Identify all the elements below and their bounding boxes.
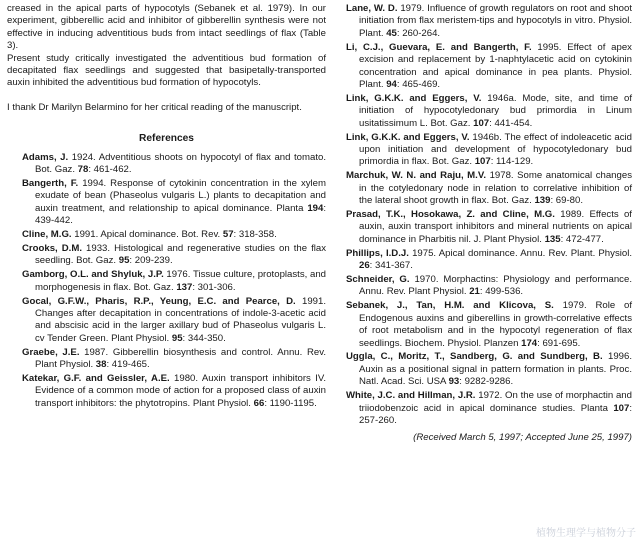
reference-authors: Marchuk, W. N. and Raju, M.V.: [346, 170, 487, 182]
reference-text: 1975. Apical dominance. Annu. Rev. Plant. Physiol.: [408, 247, 633, 259]
reference-pages: : 499-536.: [479, 286, 524, 298]
reference-volume: 45: [386, 27, 397, 39]
reference-volume: 107: [473, 117, 490, 129]
reference-pages: : 114-129.: [490, 156, 534, 168]
reference-authors: Uggla, C., Moritz, T., Sandberg, G. and Sundberg, B.: [346, 351, 603, 363]
reference-pages: : 691-695.: [537, 337, 581, 349]
reference-authors: Graebe, J.E.: [22, 346, 80, 358]
reference-entry: [346, 3, 632, 40]
acknowledgement: I thank Dr Marilyn Belarmino for her critical reading of the manuscript.: [7, 101, 302, 113]
reference-authors: Link, G.K.K. and Eggers, V.: [346, 131, 470, 143]
reference-entry: [7, 269, 326, 294]
reference-volume: 107: [613, 402, 630, 414]
reference-pages: : 209-239.: [129, 255, 173, 267]
reference-volume: 78: [77, 164, 89, 176]
reference-pages: : 260-264.: [396, 27, 441, 39]
reference-pages: : 69-80.: [550, 195, 584, 207]
reference-authors: Sebanek, J., Tan, H.M. and Klicova, S.: [346, 300, 554, 312]
reference-volume: 57: [222, 229, 234, 241]
reference-authors: Gocal, G.F.W., Pharis, R.P., Yeung, E.C. and Pearce, D.: [22, 295, 296, 307]
reference-authors: Crooks, D.M.: [22, 243, 83, 254]
reference-volume: 135: [544, 233, 561, 245]
reference-entry: [7, 296, 326, 346]
reference-text: 1979. Influence of growth regulators on root and shoot initiation from flax meristem-tips and hypocotyls in vitro. Physiol. Plant.: [359, 3, 632, 39]
reference-pages: : 465-469.: [396, 78, 441, 90]
reference-volume: 194: [307, 202, 324, 214]
reference-text: 1978. Some anatomical changes in the cotyledonary node in relation to correlative inhibition of the lateral shoot growth in flax. Bot. Gaz.: [359, 170, 632, 207]
left-column: [7, 3, 326, 412]
reference-pages: : 318-358.: [233, 229, 277, 241]
reference-entry: [346, 42, 632, 92]
reference-entry: [7, 178, 326, 228]
reference-volume: 174: [521, 337, 538, 349]
reference-text: 1970. Morphactins: Physiology and performance. Annu. Rev. Plant Physiol.: [359, 274, 632, 298]
reference-pages: : 301-306.: [192, 281, 236, 293]
reference-authors: Li, C.J., Guevara, E. and Bangerth, F.: [346, 41, 532, 53]
reference-text: 1933. Histological and regenerative studies on the flax seedling. Bot. Gaz.: [35, 243, 327, 267]
reference-volume: 66: [253, 397, 265, 409]
reference-text: 1946a. Mode, site, and time of initiation of hypocotyledonary bud primordia in Linum usitatissimum L. Bot. Gaz.: [359, 92, 632, 129]
reference-entry: [7, 347, 326, 372]
reference-authors: Lane, W. D.: [346, 3, 398, 14]
reference-authors: Adams, J.: [22, 151, 69, 163]
reference-authors: Phillips, I.D.J.: [346, 247, 409, 259]
reference-pages: : 344-350.: [182, 332, 226, 344]
reference-entry: [346, 300, 632, 350]
reference-authors: Schneider, G.: [346, 274, 410, 286]
reference-entry: [346, 351, 632, 388]
reference-entry: [346, 170, 632, 207]
reference-authors: Cline, M.G.: [22, 229, 72, 241]
reference-entry: [346, 248, 632, 273]
reference-text: 1972. On the use of morphactin and triiodobenzoic acid in apical dominance studies. Planta: [359, 390, 632, 414]
reference-volume: 137: [176, 281, 193, 293]
reference-volume: 107: [474, 156, 491, 168]
reference-authors: White, J.C. and Hillman, J.R.: [346, 390, 476, 402]
reference-volume: 95: [118, 255, 130, 267]
reference-text: 1946b. The effect of indoleacetic acid upon initiation and development of hypocotyledonary bud primordia in flax. Bot. Gaz.: [359, 131, 632, 168]
reference-entry: [7, 243, 326, 268]
reference-list-right: [346, 3, 632, 427]
reference-pages: : 441-454.: [489, 117, 533, 129]
reference-authors: Katekar, G.F. and Geissler, A.E.: [22, 373, 170, 385]
received-accepted-dates: (Received March 5, 1997; Accepted June 25, 1997): [413, 432, 632, 444]
reference-entry: [7, 373, 326, 410]
reference-pages: : 472-477.: [560, 233, 604, 245]
body-paragraph-2: Present study critically investigated the adventitious bud formation of decapitated flax seedlings and suggested that basipetally-transported auxin inhibited the adventitious bud formation of hypocotyls.: [7, 52, 326, 89]
reference-authors: Link, G.K.K. and Eggers, V.: [346, 92, 482, 104]
reference-entry: [346, 93, 632, 130]
reference-text: 1979. Role of Endogenous auxins and giberellins in growth-correlative effects of root metabolism and in the hypocotyl regeneration of flax seedlings. Biochem. Physiol. Planzen: [359, 300, 632, 349]
reference-list-left: [7, 152, 326, 411]
reference-text: 1991. Changes after decapitation in concentrations of indole-3-acetic acid and abscisic acid in the larger axillary bud of Phaseolus vulgaris L. cv Tender Green. Plant Physiol.: [35, 295, 326, 344]
reference-pages: : 439-442.: [35, 202, 326, 227]
reference-volume: 93: [448, 376, 460, 388]
reference-text: 1980. Auxin transport inhibitors IV. Evidence of a common mode of action for a proposed class of auxin transport inhibitors: the phytotropins. Plant Physiol.: [35, 373, 327, 409]
reference-pages: : 419-465.: [106, 359, 150, 371]
body-paragraph-1: creased in the apical parts of hypocotyls (Sebanek et al. 1979). In our experiment, gibberellic acid and inhibitor of gibberellin synthesis were not effective in inducing adventitious buds from intact seedlings of flax (Table 3).: [7, 3, 326, 52]
reference-pages: : 461-462.: [88, 164, 132, 176]
reference-text: 1989. Effects of auxin, auxin transport inhibitors and mineral nutrients on apical dominance in Pharbitis nil. J. Plant Physiol.: [359, 209, 632, 245]
reference-pages: : 1190-1195.: [264, 397, 317, 409]
references-heading: References: [139, 133, 194, 145]
reference-entry: [346, 209, 632, 246]
reference-pages: : 341-367.: [369, 260, 413, 272]
reference-volume: 26: [359, 260, 370, 272]
reference-authors: Bangerth, F.: [22, 177, 79, 189]
reference-volume: 94: [386, 78, 397, 90]
reference-pages: : 257-260.: [359, 402, 632, 426]
reference-volume: 21: [469, 286, 480, 298]
reference-text: 1987. Gibberellin biosynthesis and control. Annu. Rev. Plant Physiol.: [35, 346, 326, 371]
reference-volume: 38: [95, 359, 107, 371]
reference-text: 1991. Apical dominance. Bot. Rev.: [71, 229, 223, 241]
reference-authors: Prasad, T.K., Hosokawa, Z. and Cline, M.G.: [346, 209, 555, 220]
reference-entry: [346, 274, 632, 299]
reference-text: 1996. Auxin as a positional signal in pattern formation in plants. Proc. Natl. Acad. Sci. USA: [359, 351, 632, 388]
reference-volume: 139: [534, 195, 551, 207]
reference-text: 1976. Tissue culture, protoplasts, and morphogenesis in flax. Bot. Gaz.: [35, 269, 326, 293]
reference-entry: [7, 229, 326, 241]
watermark: 植物生理学与植物分子: [536, 527, 636, 539]
reference-text: 1995. Effect of apex excision and replacement by 1-naphtylacetic acid on cytokinin concentration and apical dominance in pea plants. Physiol. Plant.: [359, 41, 632, 90]
right-column: [346, 3, 632, 445]
reference-entry: [346, 132, 632, 169]
reference-text: 1994. Response of cytokinin concentration in the xylem exudate of bean (Phaseolus vulgaris L.) plants to decapitation and auxin treatment, and relationship to apical dominance. Planta: [35, 177, 326, 214]
reference-authors: Gamborg, O.L. and Shyluk, J.P.: [22, 269, 164, 281]
reference-entry: [346, 390, 632, 427]
reference-pages: : 9282-9286.: [459, 376, 514, 388]
reference-entry: [7, 152, 326, 177]
reference-volume: 95: [171, 332, 183, 344]
reference-text: 1924. Adventitious shoots on hypocotyl of flax and tomato. Bot. Gaz.: [35, 151, 326, 176]
